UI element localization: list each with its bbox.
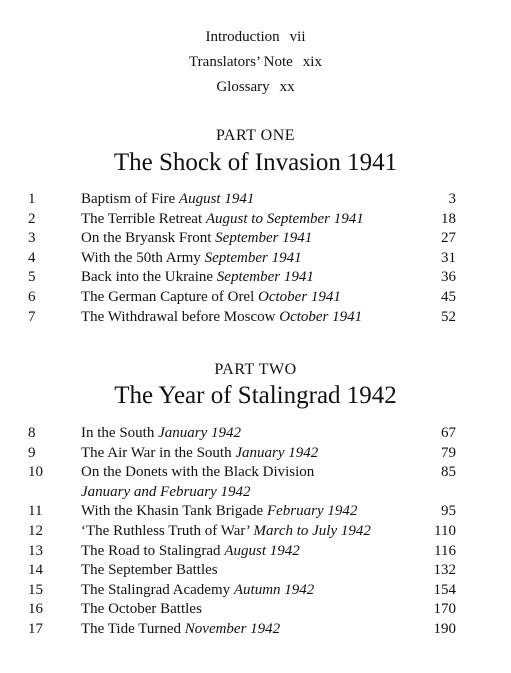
chapter-number: 12 (28, 522, 43, 539)
chapter-number: 5 (28, 269, 36, 286)
chapter-date: September 1941 (215, 230, 313, 247)
chapter-title (81, 502, 357, 522)
chapter-title-text: ‘The Ruthless Truth of War’ (81, 522, 250, 539)
chapter-number: 4 (28, 249, 36, 266)
chapter-page: 67 (441, 425, 456, 441)
chapter-date: January and February 1942 (81, 483, 251, 500)
chapter-title-text: The Stalingrad Academy (81, 581, 231, 598)
chapter-page: 79 (441, 444, 456, 461)
chapter-number: 13 (28, 542, 43, 559)
chapter-page: 190 (433, 620, 456, 637)
chapter-title (81, 620, 280, 640)
chapter-row-continuation (28, 483, 456, 503)
chapter-page: 154 (433, 581, 456, 598)
chapter-page: 132 (433, 562, 456, 579)
chapter-number: 15 (28, 581, 43, 598)
chapter-number: 9 (28, 444, 36, 461)
front-matter-page: xix (302, 54, 322, 70)
front-matter-item (0, 50, 511, 75)
chapter-page: 36 (441, 269, 456, 286)
chapter-title (81, 581, 314, 601)
chapter-title-text: In the South (81, 425, 155, 441)
chapter-row (28, 249, 456, 269)
front-matter-title: Introduction (205, 29, 280, 45)
chapter-title-text: On the Bryansk Front (81, 230, 212, 247)
front-matter-title: Translators’ Note (189, 54, 293, 70)
chapter-page: 18 (441, 210, 456, 227)
chapter-title-text: The October Battles (81, 601, 202, 618)
chapter-row (28, 268, 456, 288)
chapter-date: October 1941 (258, 288, 341, 305)
chapter-number: 10 (28, 464, 43, 481)
chapter-title-text: The September Battles (81, 562, 218, 579)
chapter-date: November 1942 (184, 620, 281, 637)
chapter-date: Autumn 1942 (233, 581, 315, 598)
chapter-date: September 1941 (204, 249, 302, 266)
chapter-page: 110 (434, 522, 456, 539)
chapter-row (28, 600, 456, 620)
front-matter-item (0, 75, 511, 100)
chapter-title-text: Baptism of Fire (81, 191, 176, 207)
chapter-title (81, 268, 314, 288)
chapter-row (28, 561, 456, 581)
chapter-title (81, 424, 241, 444)
chapter-row (28, 288, 456, 308)
chapter-page: 3 (448, 191, 456, 207)
chapter-title-text: The Terrible Retreat (81, 210, 203, 227)
chapter-row (28, 463, 456, 483)
part-one-label: PART ONE (215, 127, 296, 144)
front-matter-title: Glossary (216, 79, 270, 95)
chapter-page: 116 (434, 542, 456, 559)
chapter-row (28, 581, 456, 601)
chapter-row (28, 444, 456, 464)
chapter-date: August 1941 (178, 191, 255, 207)
chapter-title (81, 229, 312, 249)
chapter-number: 1 (28, 191, 36, 207)
chapter-date: August to September 1941 (205, 210, 364, 227)
chapter-date: September 1941 (216, 269, 314, 286)
chapter-row (28, 522, 456, 542)
chapter-date: March to July 1942 (253, 522, 371, 539)
chapter-title-text: The Road to Stalingrad (81, 542, 221, 559)
chapter-number: 11 (28, 503, 43, 520)
chapter-title (81, 308, 362, 328)
chapter-title (81, 463, 314, 483)
chapter-title (81, 190, 254, 210)
chapter-row (28, 190, 456, 210)
chapter-page: 31 (441, 249, 456, 266)
chapter-title-text: With the 50th Army (81, 249, 201, 266)
chapter-date: January 1942 (235, 444, 319, 461)
chapter-number: 3 (28, 230, 36, 247)
chapter-title (81, 444, 318, 464)
chapter-number: 6 (28, 288, 36, 305)
chapter-title-text: The Withdrawal before Moscow (81, 308, 276, 325)
chapter-date: October 1941 (279, 308, 363, 325)
chapter-title-text: On the Donets with the Black Division (81, 464, 315, 481)
part-two-chapter-list (28, 424, 456, 640)
chapter-row (28, 308, 456, 328)
chapter-title (81, 249, 302, 269)
chapter-row (28, 620, 456, 640)
chapter-number: 2 (28, 210, 36, 227)
chapter-row (28, 210, 456, 230)
front-matter (0, 25, 511, 100)
chapter-title-text: Back into the Ukraine (81, 269, 214, 286)
part-two-title: The Year of Stalingrad 1942 (114, 382, 397, 409)
chapter-date: February 1942 (266, 503, 358, 520)
front-matter-item (0, 25, 511, 50)
chapter-row (28, 502, 456, 522)
chapter-number: 8 (28, 425, 36, 441)
chapter-date: August 1942 (224, 542, 300, 559)
chapter-title (81, 522, 371, 542)
chapter-title-text: The Air War in the South (81, 444, 232, 461)
front-matter-page: vii (289, 29, 306, 45)
chapter-number: 14 (28, 562, 43, 579)
chapter-page: 52 (441, 308, 456, 325)
chapter-date: January 1942 (158, 425, 241, 441)
chapter-title (81, 210, 364, 230)
chapter-number: 17 (28, 620, 43, 637)
chapter-title (81, 600, 202, 620)
chapter-title-text: With the Khasin Tank Brigade (81, 503, 264, 520)
part-one-chapter-list (28, 190, 456, 327)
chapter-number: 16 (28, 601, 43, 618)
chapter-title (81, 561, 218, 581)
chapter-title-text: The German Capture of Orel (81, 288, 255, 305)
chapter-title (81, 542, 300, 562)
part-two-label: PART TWO (214, 361, 297, 378)
chapter-page: 95 (441, 503, 456, 520)
chapter-row (28, 229, 456, 249)
chapter-page: 27 (441, 230, 456, 247)
chapter-title-text: The Tide Turned (81, 620, 182, 637)
chapter-number: 7 (28, 308, 36, 325)
chapter-page: 170 (433, 601, 456, 618)
part-one-title: The Shock of Invasion 1941 (113, 149, 398, 176)
front-matter-page: xx (279, 79, 295, 95)
chapter-row (28, 542, 456, 562)
chapter-page: 45 (441, 288, 456, 305)
chapter-page: 85 (441, 464, 456, 481)
chapter-title (81, 288, 341, 308)
chapter-row (28, 424, 456, 444)
